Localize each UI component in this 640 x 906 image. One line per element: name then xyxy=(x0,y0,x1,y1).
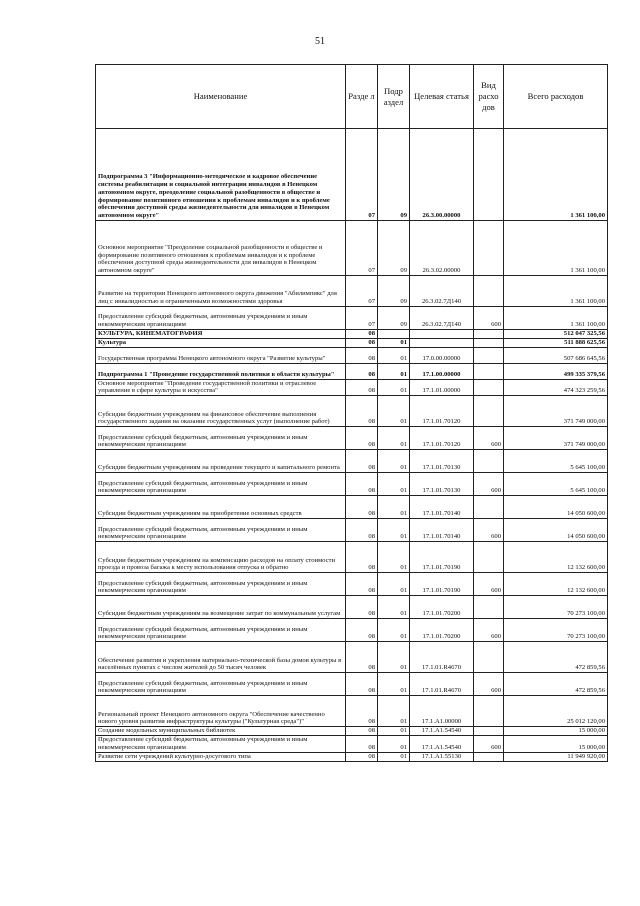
row-section: 07 xyxy=(346,221,378,276)
row-type xyxy=(474,396,504,427)
row-type: 600 xyxy=(474,673,504,696)
row-subsection: 01 xyxy=(378,396,410,427)
row-total: 25 012 120,00 xyxy=(504,696,608,727)
row-subsection: 01 xyxy=(378,473,410,496)
table-row xyxy=(96,338,608,347)
table-body xyxy=(96,129,608,762)
table-row xyxy=(96,221,608,276)
row-total: 5 645 100,00 xyxy=(504,473,608,496)
row-name: Предоставление субсидий бюджетным, автономным учреждениям и иным некоммерческим организациям xyxy=(96,307,346,330)
row-name: Развитие на территории Ненецкого автономного округа движения "Абилимпикс" для лиц с инвалидностью и ограниченными возможностями здоровья xyxy=(96,276,346,307)
row-name: Предоставление субсидий бюджетным, автономным учреждениям и иным некоммерческим организациям xyxy=(96,473,346,496)
row-target: 17.1.A1.00000 xyxy=(410,696,474,727)
table-row xyxy=(96,427,608,450)
row-subsection: 01 xyxy=(378,696,410,727)
row-section: 08 xyxy=(346,696,378,727)
row-target: 17.1.A1.54540 xyxy=(410,727,474,736)
row-section: 08 xyxy=(346,396,378,427)
row-subsection: 01 xyxy=(378,338,410,347)
row-target: 17.1.01.70120 xyxy=(410,396,474,427)
header-target: Целевая статья xyxy=(410,65,474,129)
row-section: 08 xyxy=(346,473,378,496)
row-total: 1 361 100,00 xyxy=(504,129,608,221)
header-total: Всего расходов xyxy=(504,65,608,129)
row-subsection: 01 xyxy=(378,450,410,473)
row-total: 15 000,00 xyxy=(504,727,608,736)
row-name: Субсидии бюджетным учреждениям на возмещение затрат по коммунальным услугам xyxy=(96,596,346,619)
table-row xyxy=(96,330,608,339)
row-subsection: 01 xyxy=(378,673,410,696)
row-subsection: 09 xyxy=(378,307,410,330)
row-target: 17.1.00.00000 xyxy=(410,363,474,379)
row-type xyxy=(474,276,504,307)
row-total: 12 132 600,00 xyxy=(504,573,608,596)
row-target: 17.1.01.70140 xyxy=(410,519,474,542)
table-row xyxy=(96,542,608,573)
row-section: 08 xyxy=(346,619,378,642)
row-section: 08 xyxy=(346,330,378,339)
row-name: Государственная программа Ненецкого автономного округа "Развитие культуры" xyxy=(96,347,346,363)
row-subsection: 01 xyxy=(378,727,410,736)
row-total: 371 749 000,00 xyxy=(504,396,608,427)
row-total: 512 047 325,56 xyxy=(504,330,608,339)
row-target: 17.1.01.R4670 xyxy=(410,673,474,696)
table-row xyxy=(96,379,608,396)
row-target: 17.1.01.70190 xyxy=(410,573,474,596)
row-target xyxy=(410,330,474,339)
row-name: Культура xyxy=(96,338,346,347)
row-type xyxy=(474,129,504,221)
row-section: 08 xyxy=(346,752,378,761)
header-subsection: Подр аздел xyxy=(378,65,410,129)
budget-table xyxy=(95,64,608,762)
row-section: 08 xyxy=(346,673,378,696)
row-type xyxy=(474,363,504,379)
row-subsection: 09 xyxy=(378,221,410,276)
row-target: 17.1.01.70190 xyxy=(410,542,474,573)
row-name: Развитие сети учреждений культурно-досугового типа xyxy=(96,752,346,761)
row-section: 08 xyxy=(346,596,378,619)
row-subsection: 01 xyxy=(378,496,410,519)
row-subsection: 01 xyxy=(378,427,410,450)
table-row xyxy=(96,396,608,427)
row-type xyxy=(474,330,504,339)
row-target: 17.1.A1.54540 xyxy=(410,735,474,752)
page-number: 51 xyxy=(315,36,325,47)
row-total: 472 859,56 xyxy=(504,673,608,696)
table-row xyxy=(96,363,608,379)
row-subsection: 01 xyxy=(378,735,410,752)
row-name: Предоставление субсидий бюджетным, автономным учреждениям и иным некоммерческим организациям xyxy=(96,673,346,696)
table-row xyxy=(96,473,608,496)
table-row xyxy=(96,496,608,519)
row-section: 08 xyxy=(346,735,378,752)
row-name: Создание модельных муниципальных библиотек xyxy=(96,727,346,736)
row-type: 600 xyxy=(474,735,504,752)
row-subsection xyxy=(378,330,410,339)
row-total: 11 949 920,00 xyxy=(504,752,608,761)
row-type xyxy=(474,727,504,736)
row-total: 14 050 600,00 xyxy=(504,496,608,519)
row-type xyxy=(474,596,504,619)
row-name: Предоставление субсидий бюджетным, автономным учреждениям и иным некоммерческим организациям xyxy=(96,519,346,542)
row-type xyxy=(474,338,504,347)
row-target: 17.1.A1.55130 xyxy=(410,752,474,761)
row-target: 26.3.02.7Д140 xyxy=(410,276,474,307)
row-target: 17.1.01.70200 xyxy=(410,596,474,619)
table-row xyxy=(96,596,608,619)
header-row xyxy=(96,65,608,129)
row-total: 70 273 100,00 xyxy=(504,619,608,642)
row-target: 17.1.01.70140 xyxy=(410,496,474,519)
row-name: Основное мероприятие "Проведение государственной политики и отраслевое управление в сфере культуры и искусства" xyxy=(96,379,346,396)
row-section: 08 xyxy=(346,450,378,473)
row-section: 08 xyxy=(346,338,378,347)
table-row xyxy=(96,129,608,221)
row-name: Подпрограмма 3 "Информационно-методическое и кадровое обеспечение системы реабилитации и социальной интеграции инвалидов в Ненецком автономном округе, преодоление социальной разобщенности в обществе и формирование позитивного отношения к проблемам инвалидов и к проблеме обеспечения доступной среды жизнедеятельности для инвалидов в Ненецком автономном округе" xyxy=(96,129,346,221)
row-section: 08 xyxy=(346,642,378,673)
row-total: 12 132 600,00 xyxy=(504,542,608,573)
row-name: Основное мероприятие "Преодоление социальной разобщенности в обществе и формирование позитивного отношения к проблемам инвалидов и к проблеме обеспечения доступной среды жизнедеятельности для инвалидов в Ненецком автономном округе" xyxy=(96,221,346,276)
row-subsection: 01 xyxy=(378,619,410,642)
row-subsection: 01 xyxy=(378,363,410,379)
row-name: Предоставление субсидий бюджетным, автономным учреждениям и иным некоммерческим организациям xyxy=(96,619,346,642)
header-name: Наименование xyxy=(96,65,346,129)
row-target: 17.1.01.70130 xyxy=(410,473,474,496)
table-row xyxy=(96,642,608,673)
row-section: 08 xyxy=(346,573,378,596)
row-total: 15 000,00 xyxy=(504,735,608,752)
row-section: 08 xyxy=(346,727,378,736)
row-name: Предоставление субсидий бюджетным, автономным учреждениям и иным некоммерческим организациям xyxy=(96,427,346,450)
table-row xyxy=(96,307,608,330)
row-type: 600 xyxy=(474,619,504,642)
table-row xyxy=(96,752,608,761)
row-section: 08 xyxy=(346,496,378,519)
row-name: Субсидии бюджетным учреждениям на проведение текущего и капитального ремонта xyxy=(96,450,346,473)
table-row xyxy=(96,450,608,473)
row-type xyxy=(474,696,504,727)
row-section: 08 xyxy=(346,347,378,363)
table-row xyxy=(96,276,608,307)
row-total: 5 645 100,00 xyxy=(504,450,608,473)
row-subsection: 01 xyxy=(378,642,410,673)
table-row xyxy=(96,696,608,727)
row-total: 1 361 100,00 xyxy=(504,276,608,307)
row-subsection: 01 xyxy=(378,596,410,619)
row-target: 17.1.01.00000 xyxy=(410,379,474,396)
row-type xyxy=(474,752,504,761)
table-row xyxy=(96,619,608,642)
row-name: Субсидии бюджетным учреждениям на приобретение основных средств xyxy=(96,496,346,519)
row-section: 08 xyxy=(346,519,378,542)
header-type: Вид расхо дов xyxy=(474,65,504,129)
row-name: Обеспечение развития и укрепления материально-технической базы домов культуры в населённых пунктах с числом жителей до 50 тысяч человек xyxy=(96,642,346,673)
row-section: 08 xyxy=(346,427,378,450)
row-name: Подпрограмма 1 "Проведение государственной политики в области культуры" xyxy=(96,363,346,379)
table-row xyxy=(96,347,608,363)
row-type xyxy=(474,347,504,363)
row-subsection: 01 xyxy=(378,347,410,363)
row-target: 26.3.00.00000 xyxy=(410,129,474,221)
header-section: Разде л xyxy=(346,65,378,129)
row-target: 17.0.00.00000 xyxy=(410,347,474,363)
row-section: 07 xyxy=(346,129,378,221)
table-row xyxy=(96,735,608,752)
table-row xyxy=(96,727,608,736)
row-total: 1 361 100,00 xyxy=(504,307,608,330)
row-subsection: 09 xyxy=(378,276,410,307)
row-name: Субсидии бюджетным учреждениям на финансовое обеспечение выполнения государственного задания на оказание государственных услуг (выполнение работ) xyxy=(96,396,346,427)
row-target: 26.3.02.00000 xyxy=(410,221,474,276)
row-total: 507 686 645,56 xyxy=(504,347,608,363)
row-type xyxy=(474,642,504,673)
row-section: 08 xyxy=(346,379,378,396)
row-name: Предоставление субсидий бюджетным, автономным учреждениям и иным некоммерческим организациям xyxy=(96,573,346,596)
row-subsection: 01 xyxy=(378,519,410,542)
row-name: КУЛЬТУРА, КИНЕМАТОГРАФИЯ xyxy=(96,330,346,339)
row-type: 600 xyxy=(474,573,504,596)
row-type: 600 xyxy=(474,473,504,496)
row-total: 70 273 100,00 xyxy=(504,596,608,619)
row-total: 1 361 100,00 xyxy=(504,221,608,276)
row-total: 511 888 625,56 xyxy=(504,338,608,347)
row-type xyxy=(474,450,504,473)
row-type: 600 xyxy=(474,307,504,330)
row-section: 07 xyxy=(346,276,378,307)
row-target: 17.1.01.70120 xyxy=(410,427,474,450)
row-total: 14 050 600,00 xyxy=(504,519,608,542)
row-total: 371 749 000,00 xyxy=(504,427,608,450)
table-row xyxy=(96,519,608,542)
row-name: Субсидии бюджетным учреждениям на компенсацию расходов на оплату стоимости проезда и провоза багажа к месту использования отпуска и обратно xyxy=(96,542,346,573)
row-type xyxy=(474,221,504,276)
row-type xyxy=(474,542,504,573)
row-section: 08 xyxy=(346,363,378,379)
row-name: Предоставление субсидий бюджетным, автономным учреждениям и иным некоммерческим организациям xyxy=(96,735,346,752)
row-type xyxy=(474,379,504,396)
row-target xyxy=(410,338,474,347)
row-name: Региональный проект Ненецкого автономного округа "Обеспечение качественно нового уровня развития инфраструктуры культуры ("Культурная среда")" xyxy=(96,696,346,727)
row-target: 17.1.01.R4670 xyxy=(410,642,474,673)
row-subsection: 01 xyxy=(378,752,410,761)
row-type: 600 xyxy=(474,519,504,542)
row-type xyxy=(474,496,504,519)
row-section: 08 xyxy=(346,542,378,573)
row-target: 17.1.01.70130 xyxy=(410,450,474,473)
row-total: 474 323 259,56 xyxy=(504,379,608,396)
row-subsection: 01 xyxy=(378,379,410,396)
row-target: 26.3.02.7Д140 xyxy=(410,307,474,330)
table-row xyxy=(96,573,608,596)
row-section: 07 xyxy=(346,307,378,330)
row-subsection: 01 xyxy=(378,573,410,596)
row-total: 472 859,56 xyxy=(504,642,608,673)
row-total: 499 335 379,56 xyxy=(504,363,608,379)
row-subsection: 01 xyxy=(378,542,410,573)
table-row xyxy=(96,673,608,696)
row-target: 17.1.01.70200 xyxy=(410,619,474,642)
row-subsection: 09 xyxy=(378,129,410,221)
row-type: 600 xyxy=(474,427,504,450)
